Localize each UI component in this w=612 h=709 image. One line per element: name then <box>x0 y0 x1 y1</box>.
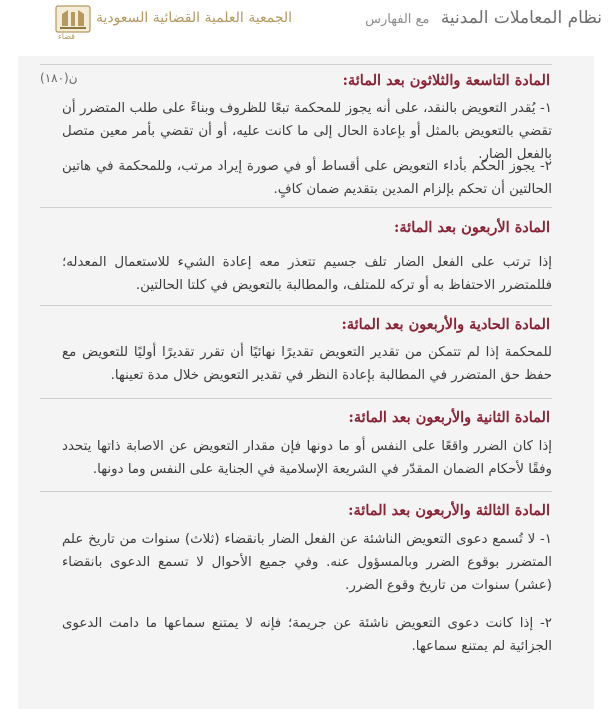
page-header <box>0 0 612 52</box>
top-divider <box>40 64 552 65</box>
section-divider <box>40 305 552 306</box>
article-paragraph: ٢- إذا كانت دعوى التعويض ناشئة عن جريمة؛ فإنه لا يمتنع سماعها ما دامت الدعوى الجزائية لم يمتنع سماعها. <box>62 616 552 654</box>
article-paragraph: ١- يُقدر التعويض بالنقد، على أنه يجوز للمحكمة تبعًا للظروف وبناءً على طلب المتضرر أن تقضي بالتعويض بالمثل أو بإعادة الحال إلى ما كانت عليه، أو أن تقضي بأمر معين متصل بالفعل الضار. <box>62 101 552 162</box>
book-title-main: نظام المعاملات المدنية <box>440 8 602 28</box>
article-heading: المادة التاسعة والثلاثون بعد المائة: <box>342 72 550 89</box>
book-title <box>365 8 602 28</box>
article-paragraph: إذا كان الضرر واقعًا على النفس أو ما دونها فإن مقدار التعويض عن الاصابة ذاتها يتحدد وفقًا لأحكام الضمان المقدّر في الشريعة الإسلامية في الجناية على النفس وما دونها. <box>62 439 552 477</box>
book-title-sub: مع الفهارس <box>365 12 430 27</box>
article-heading: المادة الثانية والأربعون بعد المائة: <box>348 409 550 426</box>
logo-caption: قضاء <box>58 32 75 41</box>
article-paragraph: ٢- يجوز الحكم بأداء التعويض على أقساط أو في صورة إيراد مرتب، وللمحكمة في هاتين الحالتين أن تحكم بإلزام المدين بتقديم ضمان كافٍ. <box>62 159 552 197</box>
article-paragraph: إذا ترتب على الفعل الضار تلف جسيم تتعذر معه إعادة الشيء للاستعمال المعدله؛ فللمتضرر الاحتفاظ به أو تركه للمتلف، والمطالبة بالتعويض في كلتا الحالتين. <box>62 255 552 293</box>
article-paragraph: للمحكمة إذا لم تتمكن من تقدير التعويض تقديرًا نهائيًا أن تقرر تقديرًا أوليًا للتعويض مع حفظ حق المتضرر في المطالبة بإعادة النظر في تقدير التعويض خلال مدة تعينها. <box>62 345 552 383</box>
article-heading: المادة الأربعون بعد المائة: <box>394 219 550 236</box>
section-divider <box>40 398 552 399</box>
article-heading: المادة الثالثة والأربعون بعد المائة: <box>348 502 550 519</box>
article-paragraph: ١- لا تُسمع دعوى التعويض الناشئة عن الفعل الضار بانقضاء (ثلاث) سنوات من تاريخ علم المتضرر بوقوع الضرر وبالمسؤول عنه. وفي جميع الأحوال لا تسمع الدعوى بانقضاء (عشر) سنوات من تاريخ وقوع الضرر. <box>62 532 552 593</box>
page-number: ن(١٨٠) <box>40 71 78 85</box>
section-divider <box>40 207 552 208</box>
section-divider <box>40 491 552 492</box>
association-name: الجمعية العلمية القضائية السعودية <box>96 10 293 26</box>
article-heading: المادة الحادية والأربعون بعد المائة: <box>341 316 550 333</box>
